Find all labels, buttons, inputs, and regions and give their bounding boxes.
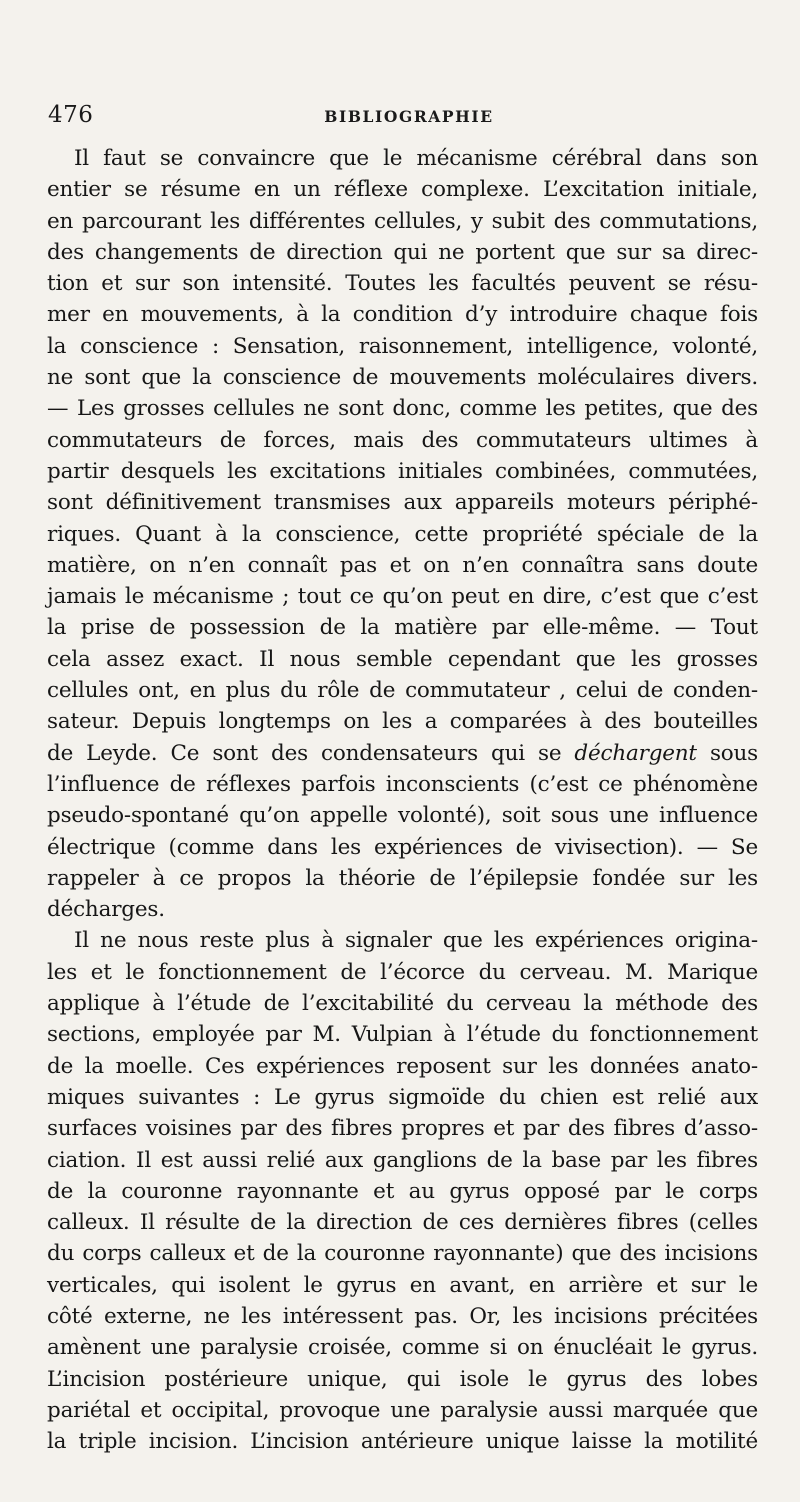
line-text: riques. Quant à la conscience, cette propriété spéciale de la bbox=[47, 521, 758, 547]
running-head bbox=[48, 102, 758, 132]
text-line bbox=[47, 800, 758, 831]
text-line bbox=[47, 143, 758, 174]
line-text: sections, employée par M. Vulpian à l’étude du fonctionnement bbox=[47, 1022, 758, 1048]
line-text: la triple incision. L’incision antérieure unique laisse la motilité bbox=[47, 1429, 758, 1455]
line-text: commutateurs de forces, mais des commutateurs ultimes à bbox=[47, 427, 758, 453]
text-line bbox=[47, 1176, 758, 1207]
text-line bbox=[47, 1395, 758, 1426]
text-line bbox=[47, 925, 758, 956]
line-text: sont définitivement transmises aux appareils moteurs périphé- bbox=[47, 490, 758, 516]
line-text: l’influence de réflexes parfois inconscients (c’est ce phénomène bbox=[47, 771, 758, 797]
line-text: ciation. Il est aussi relié aux ganglions de la base par les fibres bbox=[47, 1147, 758, 1173]
text-line bbox=[47, 832, 758, 863]
text-line bbox=[47, 706, 758, 737]
text-line bbox=[47, 331, 758, 362]
text-line bbox=[47, 581, 758, 612]
text-line bbox=[47, 1145, 758, 1176]
text-line bbox=[47, 456, 758, 487]
text-line bbox=[47, 1332, 758, 1363]
line-text: électrique (comme dans les expériences de vivisection). — Se bbox=[47, 834, 758, 860]
text-line bbox=[47, 362, 758, 393]
line-text: amènent une paralysie croisée, comme si on énucléait le gyrus. bbox=[47, 1335, 758, 1361]
line-text: les et le fonctionnement de l’écorce du cerveau. M. Marique bbox=[47, 959, 758, 985]
line-text: décharges. bbox=[47, 897, 165, 923]
line-text: du corps calleux et de la couronne rayonnante) que des incisions bbox=[47, 1241, 758, 1267]
text-line bbox=[47, 268, 758, 299]
line-text: matière, on n’en connaît pas et on n’en connaîtra sans doute bbox=[47, 552, 758, 578]
text-line bbox=[47, 1364, 758, 1395]
line-text: applique à l’étude de l’excitabilité du cerveau la méthode des bbox=[47, 991, 758, 1017]
running-title: BIBLIOGRAPHIE bbox=[324, 107, 494, 126]
line-text: en parcourant les différentes cellules, y subit des commutations, bbox=[47, 208, 758, 234]
text-line bbox=[47, 1426, 758, 1457]
text-line bbox=[47, 1082, 758, 1113]
page-number: 476 bbox=[48, 102, 94, 128]
text-line bbox=[47, 1301, 758, 1332]
line-text: calleux. Il résulte de la direction de ces dernières fibres (celles bbox=[47, 1210, 758, 1236]
line-text: verticales, qui isolent le gyrus en avant, en arrière et sur le bbox=[47, 1272, 758, 1298]
text-line bbox=[47, 738, 758, 769]
text-line bbox=[47, 487, 758, 518]
line-text: L’incision postérieure unique, qui isole le gyrus des lobes bbox=[47, 1366, 758, 1392]
line-text: des changements de direction qui ne portent que sur sa direc- bbox=[47, 239, 758, 265]
text-line bbox=[47, 957, 758, 988]
line-text: rappeler à ce propos la théorie de l’épilepsie fondée sur les bbox=[47, 865, 758, 891]
text-line bbox=[47, 174, 758, 205]
text-line bbox=[47, 393, 758, 424]
line-text: surfaces voisines par des fibres propres et par des fibres d’asso- bbox=[47, 1116, 758, 1142]
text-line bbox=[47, 1051, 758, 1082]
line-text: partir desquels les excitations initiales combinées, commutées, bbox=[47, 458, 758, 484]
text-line bbox=[47, 675, 758, 706]
line-text: jamais le mécanisme ; tout ce qu’on peut en dire, c’est que c’est bbox=[47, 584, 758, 610]
text-line bbox=[47, 1270, 758, 1301]
body-text bbox=[47, 143, 758, 1457]
line-text: cellules ont, en plus du rôle de commutateur , celui de conden- bbox=[47, 678, 758, 704]
text-line bbox=[47, 206, 758, 237]
line-text: — Les grosses cellules ne sont donc, comme les petites, que des bbox=[47, 396, 758, 422]
text-line bbox=[47, 550, 758, 581]
text-line bbox=[47, 425, 758, 456]
line-text: tion et sur son intensité. Toutes les facultés peuvent se résu- bbox=[47, 271, 758, 297]
line-text-after: sous bbox=[696, 740, 758, 766]
line-text: la prise de possession de la matière par elle-même. — Tout bbox=[47, 615, 758, 641]
line-text: de la moelle. Ces expériences reposent sur les données anato- bbox=[47, 1053, 758, 1079]
text-line bbox=[47, 644, 758, 675]
text-line bbox=[47, 894, 758, 925]
text-line bbox=[47, 769, 758, 800]
text-line bbox=[47, 863, 758, 894]
line-text: sateur. Depuis longtemps on les a comparées à des bouteilles bbox=[47, 709, 758, 735]
line-text: la conscience : Sensation, raisonnement, intelligence, volonté, bbox=[47, 333, 758, 359]
line-text: mer en mouvements, à la condition d’y introduire chaque fois bbox=[47, 302, 758, 328]
italic-word: déchargent bbox=[574, 740, 697, 766]
text-line bbox=[47, 237, 758, 268]
line-text: de Leyde. Ce sont des condensateurs qui se bbox=[47, 740, 562, 766]
line-text: côté externe, ne les intéressent pas. Or, les incisions précitées bbox=[47, 1303, 758, 1329]
line-text: ne sont que la conscience de mouvements moléculaires divers. bbox=[47, 365, 758, 391]
text-line bbox=[47, 1019, 758, 1050]
line-text: Il faut se convaincre que le mécanisme cérébral dans son bbox=[74, 146, 758, 171]
line-text: cela assez exact. Il nous semble cependant que les grosses bbox=[47, 646, 758, 672]
line-text: miques suivantes : Le gyrus sigmoïde du chien est relié aux bbox=[47, 1084, 758, 1110]
line-text: de la couronne rayonnante et au gyrus opposé par le corps bbox=[47, 1178, 758, 1204]
text-line bbox=[47, 519, 758, 550]
text-line bbox=[47, 1207, 758, 1238]
line-text: pseudo-spontané qu’on appelle volonté), soit sous une influence bbox=[47, 803, 758, 829]
text-line bbox=[47, 1238, 758, 1269]
line-text: Il ne nous reste plus à signaler que les expériences origina- bbox=[74, 928, 758, 954]
text-line bbox=[47, 299, 758, 330]
text-line bbox=[47, 1113, 758, 1144]
text-line bbox=[47, 988, 758, 1019]
text-line bbox=[47, 612, 758, 643]
line-text: pariétal et occipital, provoque une paralysie aussi marquée que bbox=[47, 1397, 758, 1423]
line-text: entier se résume en un réflexe complexe. L’excitation initiale, bbox=[47, 177, 758, 203]
